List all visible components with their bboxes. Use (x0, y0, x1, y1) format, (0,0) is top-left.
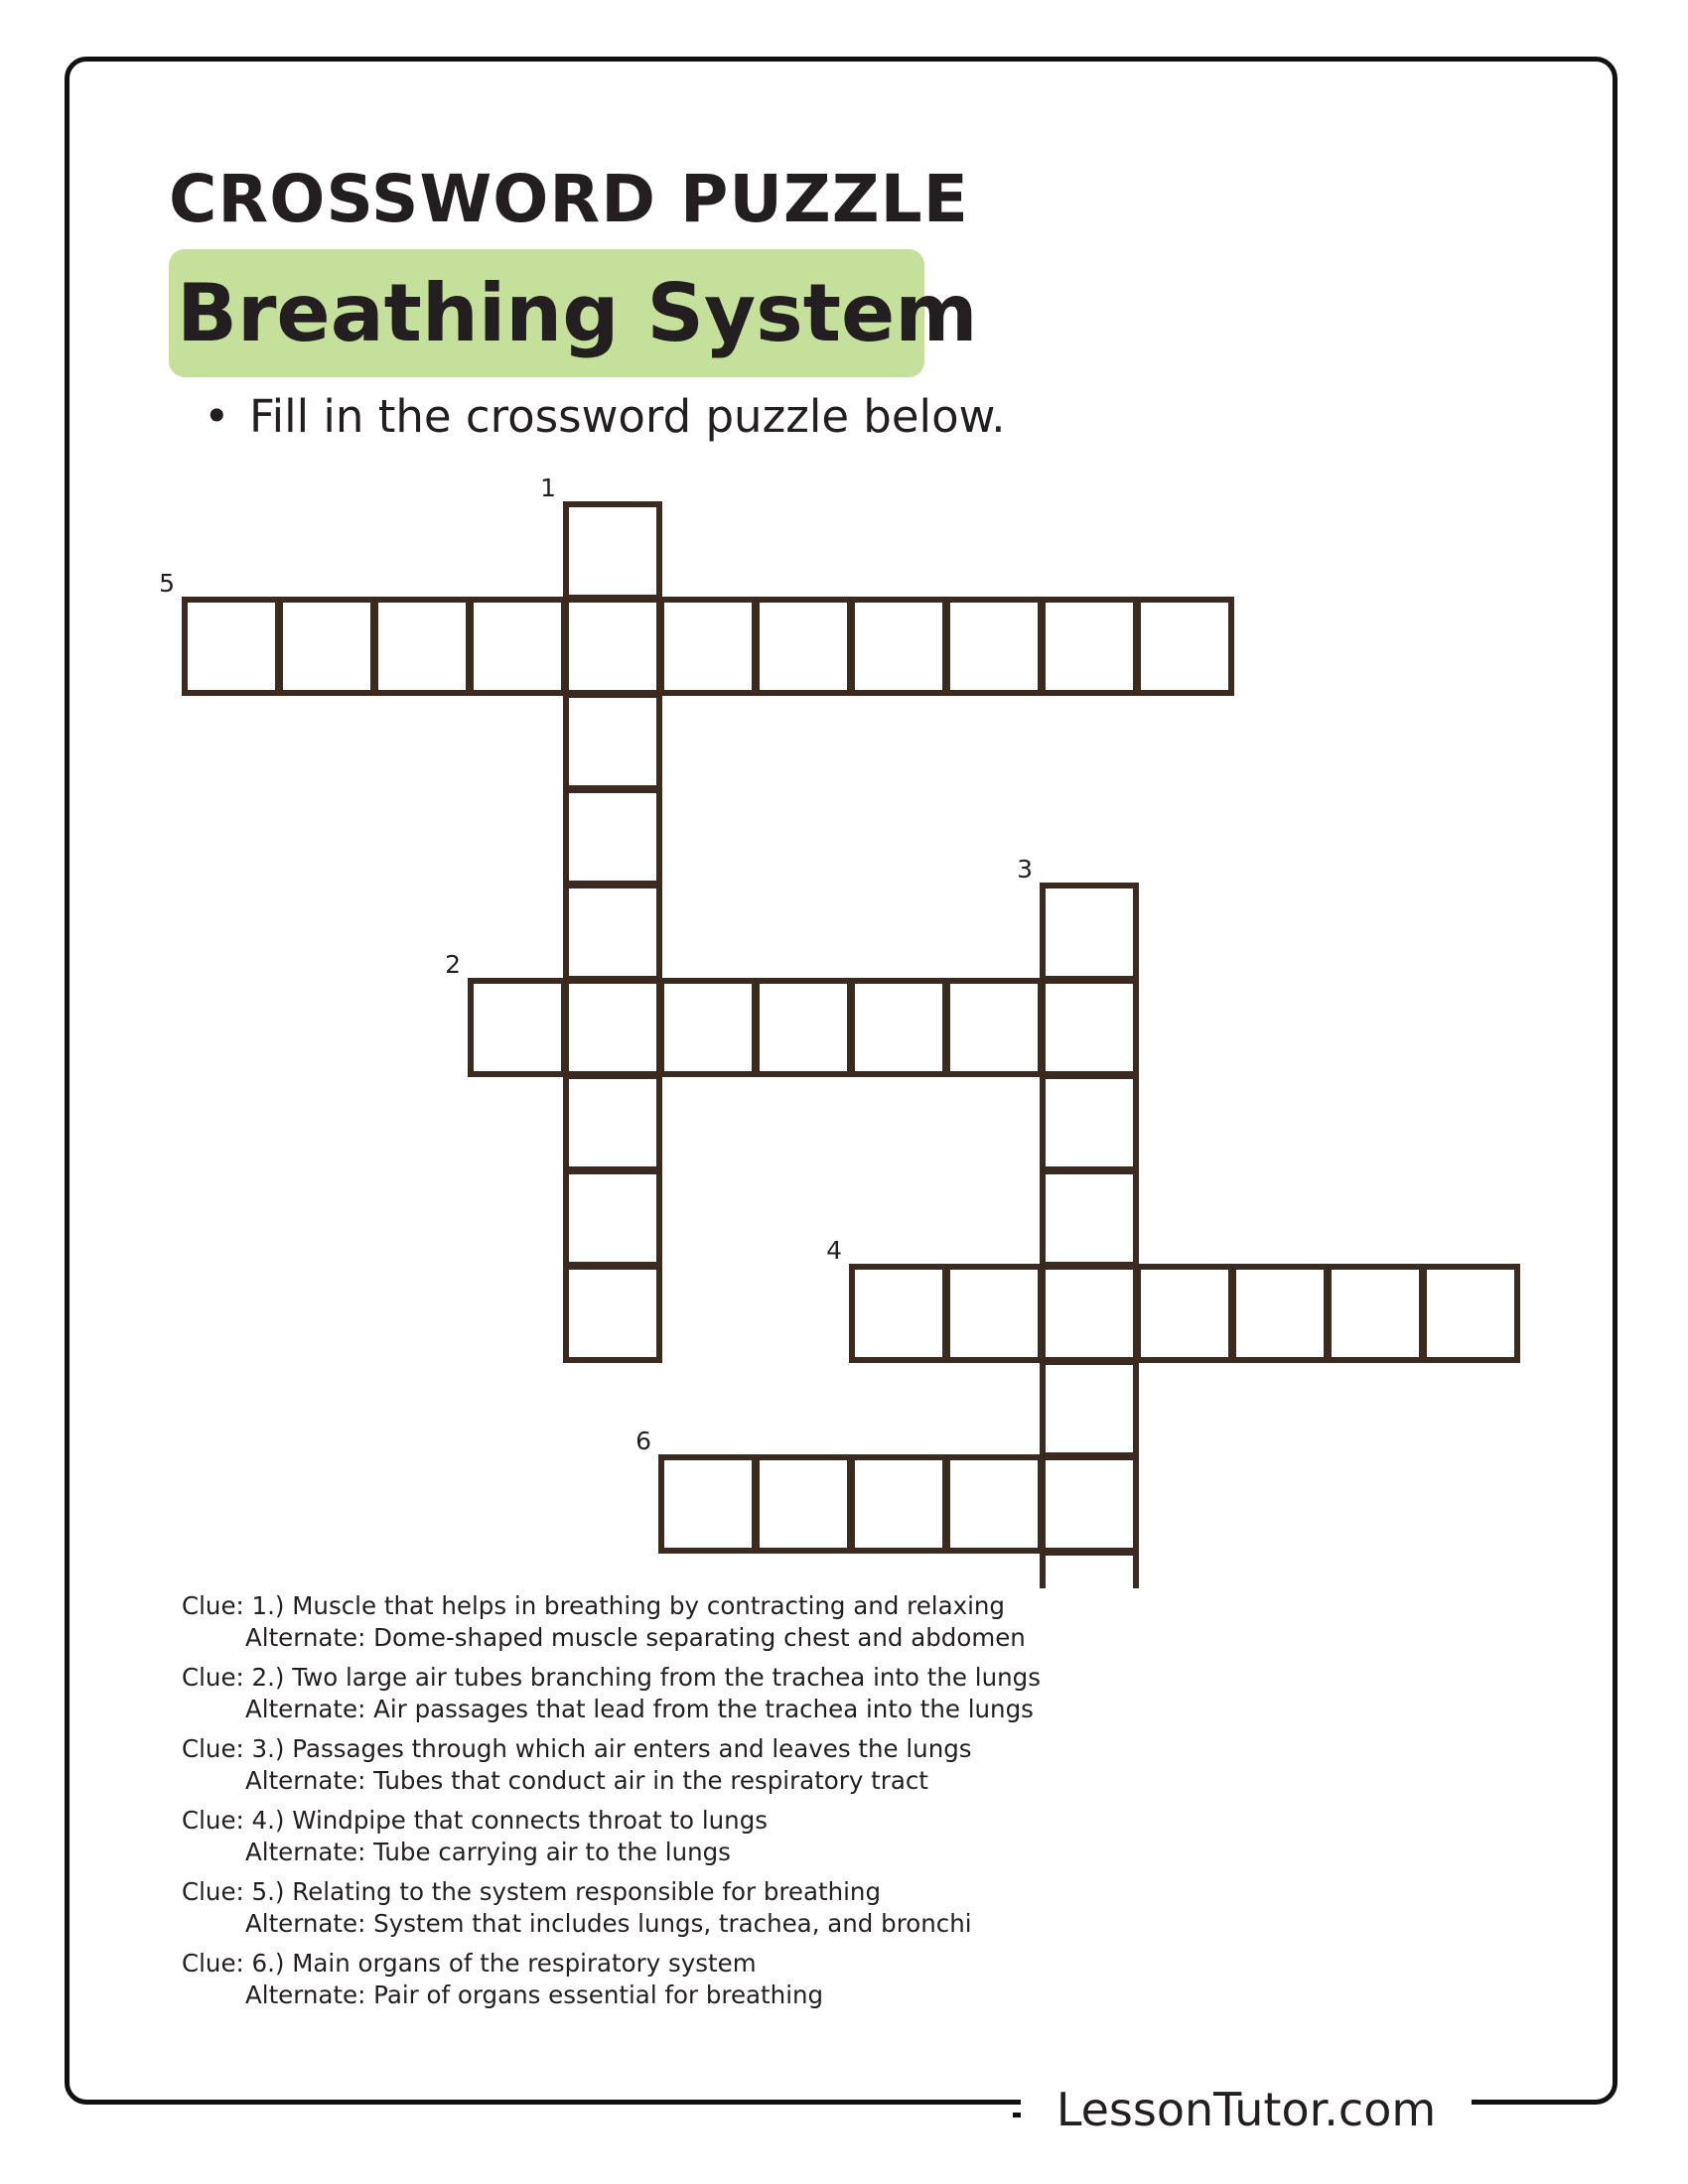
clue-text: Clue: 2.) Two large air tubes branching from the trachea into the lungs (182, 1663, 1041, 1692)
clue-item-1 (182, 1590, 1274, 1654)
clue-number-5: 5 (159, 569, 175, 598)
crossword-cell[interactable] (1043, 1457, 1136, 1551)
crossword-cell[interactable] (566, 790, 659, 884)
crossword-cell[interactable] (947, 981, 1041, 1074)
clue-item-3 (182, 1733, 1274, 1797)
instruction-text: Fill in the crossword puzzle below. (249, 390, 1006, 443)
crossword-cell[interactable] (852, 981, 945, 1074)
clue-text: Clue: 1.) Muscle that helps in breathing by contracting and relaxing (182, 1591, 1005, 1620)
clue-alternate: Alternate: System that includes lungs, trachea, and bronchi (245, 1909, 972, 1938)
clue-alternate: Alternate: Pair of organs essential for breathing (245, 1980, 824, 2009)
crossword-cell[interactable] (1233, 1267, 1327, 1360)
clue-alternate: Alternate: Tubes that conduct air in the respiratory tract (245, 1766, 928, 1795)
page-subtitle: Breathing System (177, 267, 978, 359)
clue-item-6 (182, 1948, 1274, 2011)
crossword-cell[interactable] (1329, 1267, 1422, 1360)
footer-rule (1013, 2113, 1021, 2117)
crossword-cell[interactable] (852, 1457, 945, 1551)
clue-number-2: 2 (445, 950, 461, 979)
crossword-cell[interactable] (1043, 886, 1136, 979)
crossword-cell[interactable] (566, 504, 659, 598)
crossword-cell[interactable] (947, 1457, 1041, 1551)
crossword-cell[interactable] (947, 600, 1041, 693)
crossword-cell[interactable] (661, 981, 755, 1074)
crossword-cell[interactable] (757, 1457, 850, 1551)
clue-item-5 (182, 1876, 1274, 1940)
bullet-icon: • (204, 390, 230, 443)
crossword-cell[interactable] (661, 600, 755, 693)
clue-text: Clue: 3.) Passages through which air enters and leaves the lungs (182, 1734, 972, 1763)
clue-item-4 (182, 1805, 1274, 1868)
crossword-cell[interactable] (1043, 600, 1136, 693)
crossword-cell[interactable] (471, 981, 564, 1074)
page-title: CROSSWORD PUZZLE (169, 161, 969, 237)
crossword-cell[interactable] (566, 600, 659, 693)
crossword-cell[interactable] (757, 600, 850, 693)
clue-number-1: 1 (540, 474, 556, 502)
site-credit[interactable]: LessonTutor.com (1021, 2080, 1472, 2139)
crossword-cell[interactable] (1043, 1553, 1136, 1588)
crossword-cell[interactable] (566, 981, 659, 1074)
crossword-cell[interactable] (566, 1171, 659, 1265)
crossword-cell[interactable] (852, 600, 945, 693)
crossword-cell[interactable] (566, 695, 659, 788)
clue-alternate: Alternate: Dome-shaped muscle separating chest and abdomen (245, 1623, 1026, 1652)
crossword-cell[interactable] (852, 1267, 945, 1360)
crossword-cell[interactable] (185, 600, 278, 693)
clue-number-4: 4 (826, 1236, 842, 1265)
crossword-cell[interactable] (566, 886, 659, 979)
crossword-cell[interactable] (471, 600, 564, 693)
crossword-cell[interactable] (947, 1267, 1041, 1360)
clue-item-2 (182, 1662, 1274, 1725)
crossword-cell[interactable] (1424, 1267, 1517, 1360)
crossword-cell[interactable] (566, 1267, 659, 1360)
clue-list (182, 1590, 1274, 2019)
clue-number-3: 3 (1017, 855, 1033, 884)
clue-number-6: 6 (635, 1427, 651, 1455)
clue-text: Clue: 6.) Main organs of the respiratory system (182, 1949, 757, 1978)
crossword-cell[interactable] (1043, 981, 1136, 1074)
clue-alternate: Alternate: Tube carrying air to the lungs (245, 1838, 731, 1866)
crossword-cell[interactable] (1138, 600, 1231, 693)
crossword-cell[interactable] (1043, 1076, 1136, 1169)
crossword-cell[interactable] (280, 600, 373, 693)
crossword-cell[interactable] (661, 1457, 755, 1551)
crossword-cell[interactable] (1043, 1267, 1136, 1360)
crossword-cell[interactable] (375, 600, 469, 693)
crossword-cell[interactable] (757, 981, 850, 1074)
crossword-cell[interactable] (566, 1076, 659, 1169)
crossword-cell[interactable] (1138, 1267, 1231, 1360)
crossword-cell[interactable] (1043, 1171, 1136, 1265)
clue-text: Clue: 5.) Relating to the system responsible for breathing (182, 1877, 882, 1906)
clue-text: Clue: 4.) Windpipe that connects throat to lungs (182, 1806, 769, 1835)
crossword-cell[interactable] (1043, 1362, 1136, 1455)
clue-alternate: Alternate: Air passages that lead from the trachea into the lungs (245, 1695, 1034, 1723)
